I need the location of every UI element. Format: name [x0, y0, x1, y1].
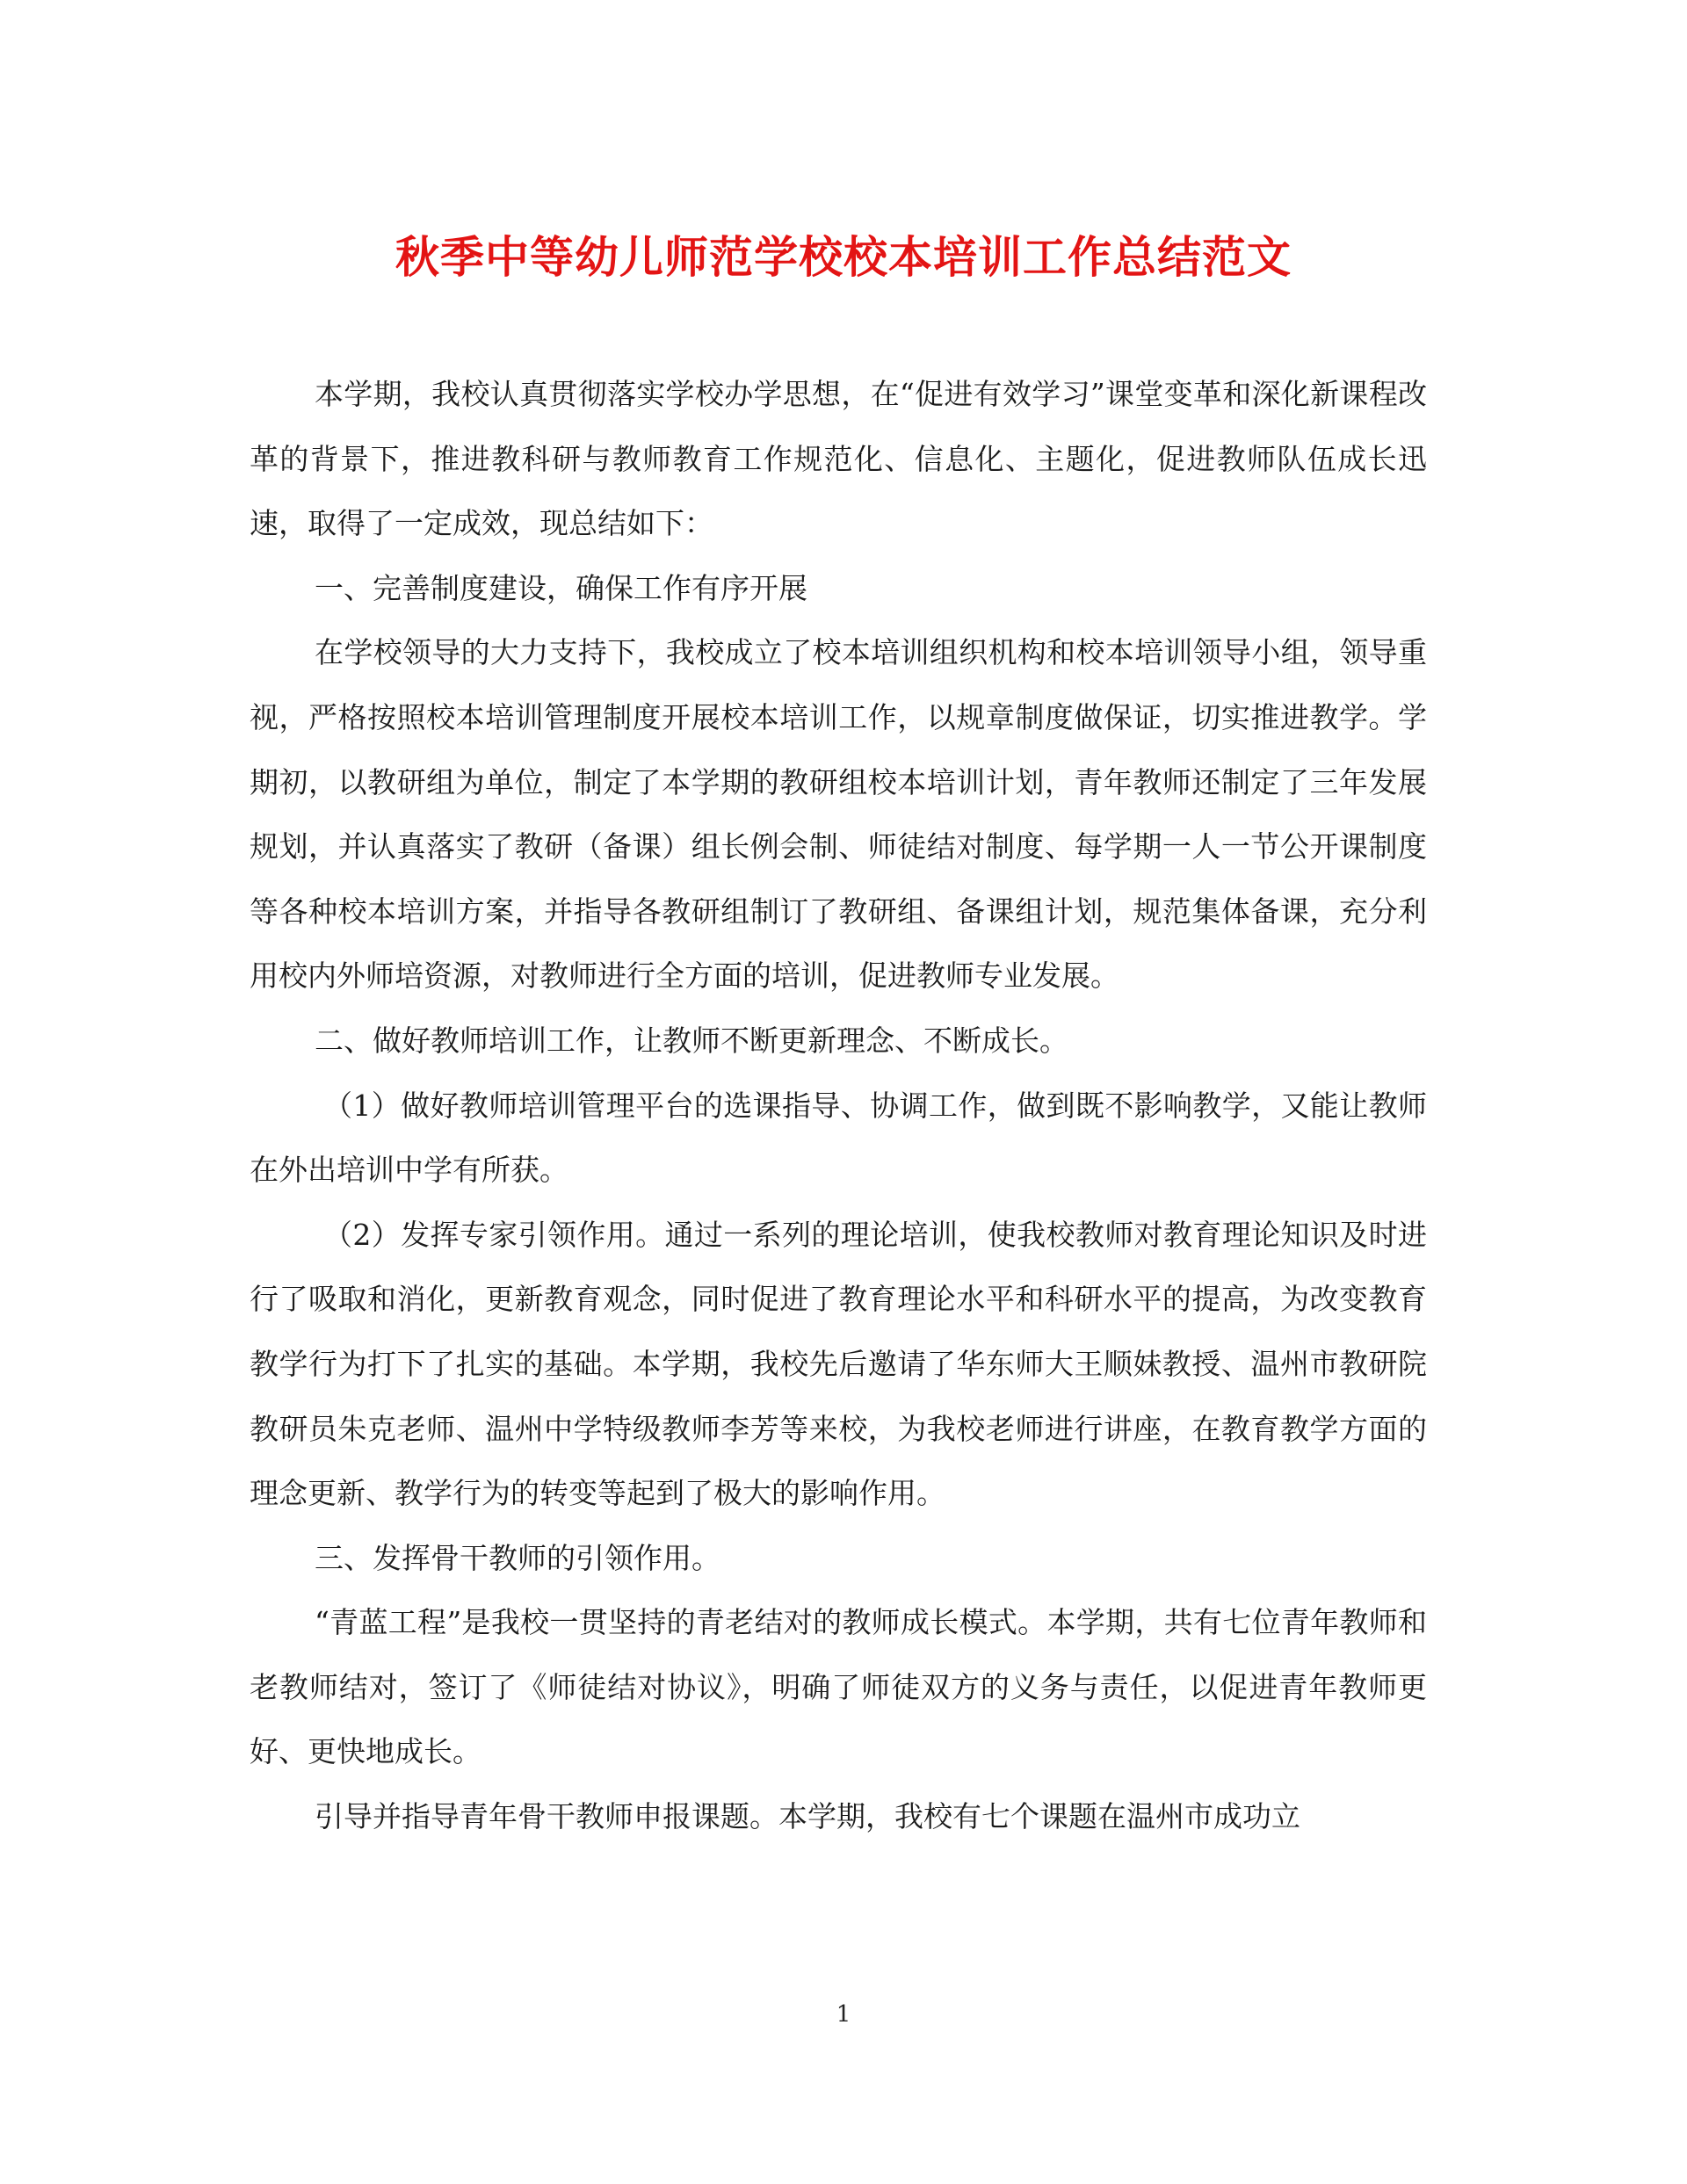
paragraph-intro: 本学期，我校认真贯彻落实学校办学思想，在“促进有效学习”课堂变革和深化新课程改革的背景下，推进教科研与教师教育工作规范化、信息化、主题化，促进教师队伍成长迅速，取得了一定成效，现总结如下：	[250, 377, 1427, 541]
paragraph-item-2: （2）发挥专家引领作用。通过一系列的理论培训，使我校教师对教育理论知识及时进行了吸取和消化，更新教育观念，同时促进了教育理论水平和科研水平的提高，为改变教育教学行为打下了扎实的基础。本学期，我校先后邀请了华东师大王顺妹教授、温州市教研院教研员朱克老师、温州中学特级教师李芳等来校，为我校老师进行讲座，在教育教学方面的理念更新、教学行为的转变等起到了极大的影响作用。	[250, 1217, 1427, 1511]
document-title: 秋季中等幼儿师范学校校本培训工作总结范文	[395, 231, 1292, 283]
document-body	[250, 362, 1427, 1849]
paragraph-section-3: “青蓝工程”是我校一贯坚持的青老结对的教师成长模式。本学期，共有七位青年教师和老教师结对，签订了《师徒结对协议》，明确了师徒双方的义务与责任，以促进青年教师更好、更快地成长。	[250, 1605, 1427, 1769]
section-heading-3: 三、发挥骨干教师的引领作用。	[315, 1540, 720, 1575]
page-number: 1	[836, 2001, 851, 2028]
paragraph-item-1: （1）做好教师培训管理平台的选课指导、协调工作，做到既不影响教学，又能让教师在外出培训中学有所获。	[250, 1088, 1427, 1188]
paragraph-section-1: 在学校领导的大力支持下，我校成立了校本培训组织机构和校本培训领导小组，领导重视，严格按照校本培训管理制度开展校本培训工作，以规章制度做保证，切实推进教学。学期初，以教研组为单位，制定了本学期的教研组校本培训计划，青年教师还制定了三年发展规划，并认真落实了教研（备课）组长例会制、师徒结对制度、每学期一人一节公开课制度等各种校本培训方案，并指导各教研组制订了教研组、备课组计划，规范集体备课，充分利用校内外师培资源，对教师进行全方面的培训，促进教师专业发展。	[250, 635, 1427, 994]
section-heading-1: 一、完善制度建设，确保工作有序开展	[315, 570, 807, 605]
section-heading-2: 二、做好教师培训工作，让教师不断更新理念、不断成长。	[315, 1023, 1068, 1058]
paragraph-topics: 引导并指导青年骨干教师申报课题。本学期，我校有七个课题在温州市成功立	[315, 1799, 1300, 1834]
